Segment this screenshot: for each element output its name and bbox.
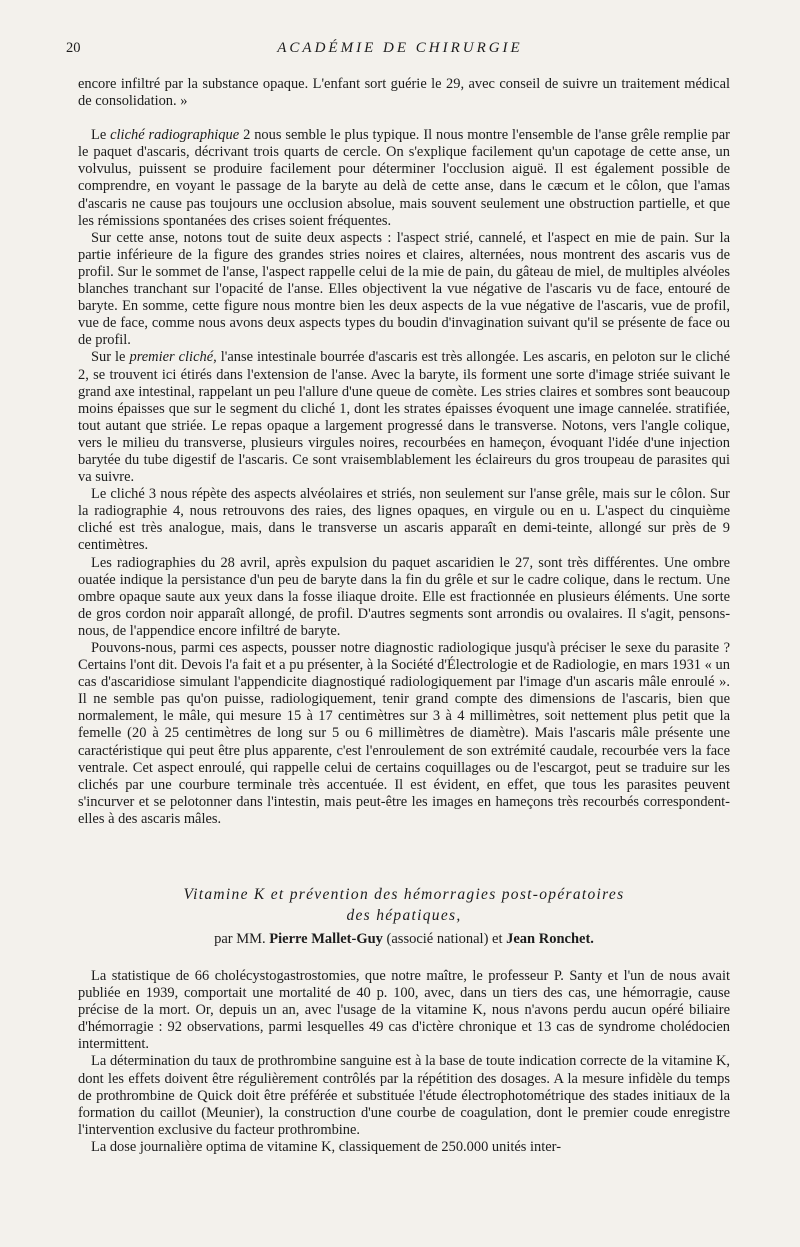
article-title [78,884,730,926]
running-head: ACADÉMIE DE CHIRURGIE [277,40,523,56]
article-title-line: des hépatiques, [346,907,462,924]
italic-term: cliché radiographique [110,127,240,144]
author-name: Pierre Mallet-Guy [269,931,383,947]
byline-prefix: par MM. [214,931,266,947]
paragraph: encore infiltré par la substance opaque. L'enfant sort guérie le 29, avec conseil de suivre un traitement médical de consolidation. » [78,76,730,110]
paragraph: Le cliché radiographique 2 nous semble le plus typique. Il nous montre l'ensemble de l'anse grêle remplie par le paquet d'ascaris, décrivant trois quarts de cercle. On s'explique facilement qu'un capotage de cette anse, un volvulus, puissent se produire facilement pour déterminer l'occlusion aiguë. Il est également possible de comprendre, en voyant le passage de la baryte au delà de cette anse, dans le cæcum et le côlon, que l'amas d'ascaris ne cause pas toujours une occlusion absolue, mais souvent seulement une obstruction partielle, et que les rémissions spontanées des crises soient fréquentes. [78,127,730,229]
page-header [66,40,734,62]
paragraph: Sur cette anse, notons tout de suite deux aspects : l'aspect strié, cannelé, et l'aspect en mie de pain. Sur la partie inférieure de la figure des grandes stries noires et claires, alternées, nous montrent des ascaris vus de profil. Sur le sommet de l'anse, l'aspect rappelle celui de la mie de pain, du gâteau de miel, de multiples alvéoles blanches tranchant sur l'opacité de l'anse. Elles objectivent la vue négative de l'ascaris vu de face, entouré de baryte. En somme, cette figure nous montre bien les deux aspects de la vue négative de l'ascaris, vue de profil, vue de face, comme nous avons deux aspects types du boudin d'invagination suivant qu'il se présente de face ou de profil. [78,229,730,349]
italic-term: premier cliché [129,349,214,366]
author-name: Jean Ronchet. [506,931,594,947]
paragraph: Pouvons-nous, parmi ces aspects, pousser notre diagnostic radiologique jusqu'à préciser le sexe du parasite ? Certains l'ont dit. Devois l'a fait et a pu présenter, à la Société d'Électrologie et de Radiologie, en mars 1931 « un cas d'ascaridiose simulant l'appendicite diagnostiqué radiologiquement par l'image d'un ascaris mâle enroulé ». Il ne semble pas qu'on puisse, radiologiquement, tenir grand compte des dimensions de l'ascaris, bien que normalement, le mâle, qui mesure 15 à 17 centimètres sur 3 à 4 millimètres, soit nettement plus petit que la femelle (20 à 25 centimètres de long sur 5 ou 6 millimètres de diamètre). Mais l'ascaris mâle présente une caractéristique qui peut être plus apparente, c'est l'enroulement de son extrémité caudale, recourbée vers la face ventrale. Cet aspect enroulé, qui rappelle celui de certains coquillages ou de l'escargot, peut se traduire sur les clichés par une courbure terminale très accentuée. Il est évident, en effet, que tous les parasites peuvent s'incurver et se pelotonner dans l'intestin, mais peut-être les images en hameçons très recourbés correspondent-elles à des ascaris mâles. [78,640,730,827]
paragraph: La dose journalière optima de vitamine K, classiquement de 250.000 unités inter- [91,1138,562,1155]
page-number: 20 [66,40,81,56]
paragraph: La détermination du taux de prothrombine sanguine est à la base de toute indication correcte de la vitamine K, dont les effets doivent être régulièrement contrôlés par la répétition des dosages. A la mesure infidèle du temps de prothrombine de Quick doit être préférée et substituée l'étude électrophotométrique des stades initiaux de la formation du caillot (Meunier), la construction d'une courbe de coagulation, dont le premier coude enregistre l'intervention exclusive du facteur prothrombine. [78,1053,730,1138]
article-byline [78,931,730,948]
paragraph: La statistique de 66 cholécystogastrostomies, que notre maître, le professeur P. Santy et l'un de nous avait publiée en 1939, comportait une mortalité de 40 p. 100, avec, dans un tiers des cas, une hémorragie, cause précise de la mort. Or, depuis un an, avec l'usage de la vitamine K, nous n'avons perdu aucun opéré biliaire d'hémorragie : 92 observations, parmi lesquelles 49 cas d'ictère chronique et 13 cas de syndrome cholédocien intermittent. [78,968,730,1053]
paragraph: Les radiographies du 28 avril, après expulsion du paquet ascaridien le 27, sont très différentes. Une ombre ouatée indique la persistance d'un peu de baryte dans la fin du grêle et sur le cadre colique, dans le rectum. Une ombre opaque saute aux yeux dans la fosse iliaque droite. Elle est fractionnée en plusieurs éléments. Une sorte de gros cordon noir apparaît allongé, de profil. D'autres segments sont arrondis ou ovalaires. Il s'agit, pensons-nous, de l'appendice encore infiltré de baryte. [78,554,730,639]
paragraph: Le cliché 3 nous répète des aspects alvéolaires et striés, non seulement sur l'anse grêle, mais sur le côlon. Sur la radiographie 4, nous retrouvons des raies, des lignes opaques, en virgule ou en u. L'aspect du cinquième cliché est très analogue, mais, dans le transverse un ascaris apparaît en demi-teinte, allongé sur près de 9 centimètres. [78,486,730,554]
paragraph: Sur le premier cliché, l'anse intestinale bourrée d'ascaris est très allongée. Les ascaris, en peloton sur le cliché 2, se trouvent ici étirés dans l'extension de l'anse. Avec la baryte, ils forment une sorte d'image striée suivant le grand axe intestinal, rappelant un peu l'allure d'une queue de comète. Les stries claires et sombres sont beaucoup moins épaisses que sur le segment du cliché 1, dont les strates épaisses évoquent une image cannelée. stratifiée, tout autant que striée. Le repas opaque a largement progressé dans le transverse. Notons, vers l'angle colique, vers le milieu du transverse, plusieurs virgules noires, recourbées en hameçon, évoquant l'idée d'une injection barytée du tube digestif de l'ascaris. Ce sont vraisemblablement les éclaireurs du gros troupeau de parasites qui va suivre. [78,349,730,486]
body-text [78,76,730,828]
article-body [78,968,730,1156]
article-title-line: Vitamine K et prévention des hémorragies post-opératoires [183,886,625,903]
byline-middle: (associé national) et [386,931,503,947]
